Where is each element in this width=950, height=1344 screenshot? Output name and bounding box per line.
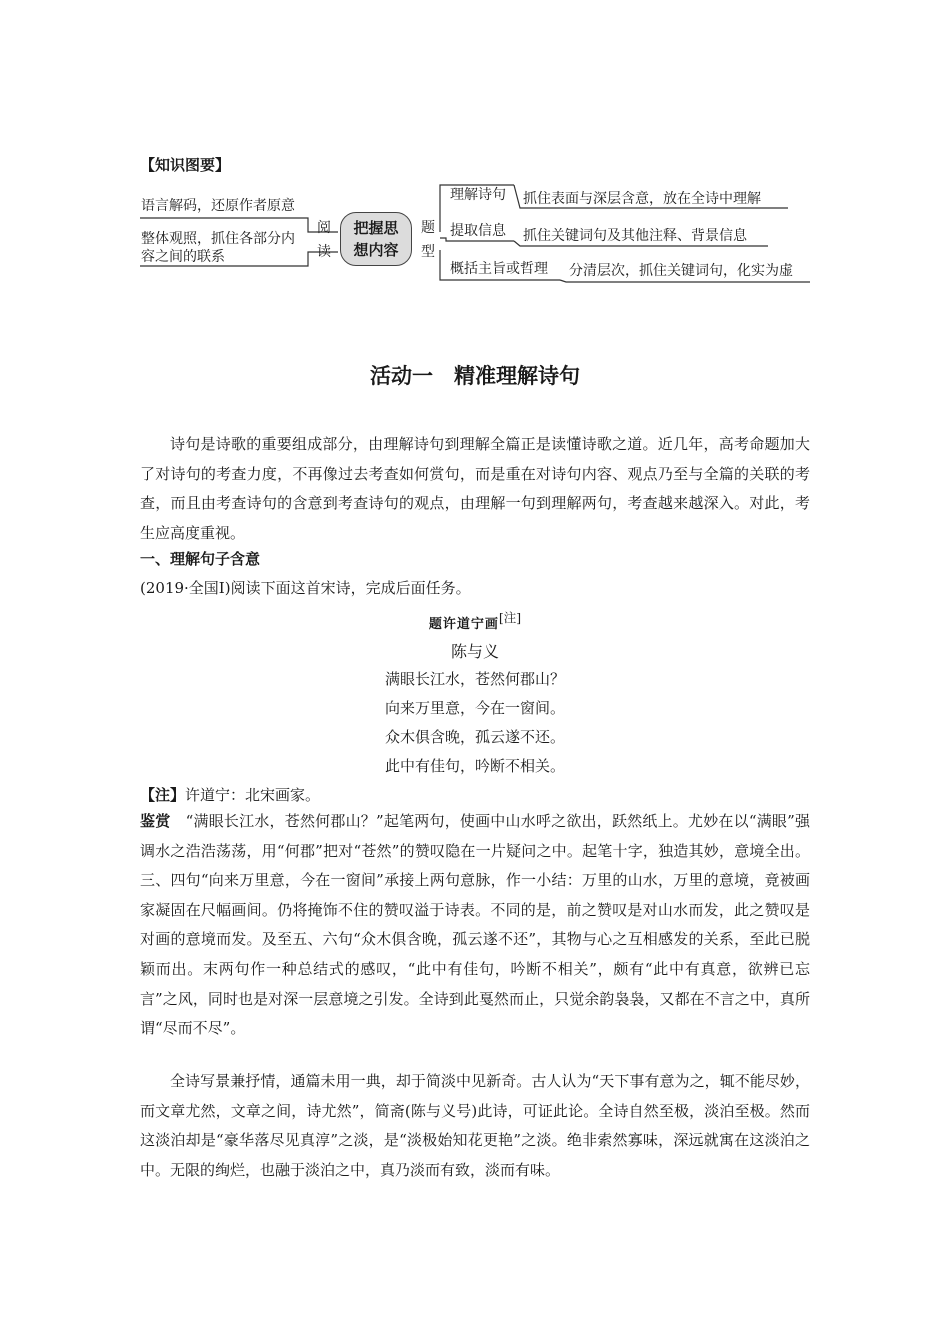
- knowledge-map-label: 【知识图要】: [140, 156, 231, 174]
- branch-label-2: 提取信息: [450, 223, 506, 239]
- mindmap-left-item-2: 整体观照，抓住各部分内: [141, 231, 295, 247]
- poem-line-2: 向来万里意，今在一窗间。: [384, 699, 565, 717]
- poem-title: [0, 608, 950, 632]
- note-label: 【注】: [140, 786, 186, 804]
- branch-label-1: 理解诗句: [450, 187, 506, 203]
- branch-detail-2: 抓住关键词句及其他注释、背景信息: [523, 228, 747, 244]
- branch-label-3: 概括主旨或哲理: [450, 261, 548, 277]
- note-line: [140, 784, 320, 805]
- mindmap-type-vertical: 题型: [421, 220, 435, 260]
- mindmap-read-vertical: 阅读: [317, 220, 331, 260]
- task-line: [140, 577, 471, 598]
- appreciation-text-1: “满眼长江水，苍然何郡山？”起笔两句，使画中山水呼之欲出，跃然纸上。尤妙在以“满眼”强调水之浩浩荡荡，用“何郡”把对“苍然”的赞叹隐在一片疑问之中。起笔十字，独造其妙，意境全出。三、四句“向来万里意，今在一窗间”承接上两句意脉，作一小结：万里的山水，万里的意境，竟被画家凝固在尺幅画间。仍将掩饰不住的赞叹溢于诗表。不同的是，前之赞叹是对山水而发，此之赞叹是对画的意境而发。及至五、六句“众木俱含晚，孤云遂不还”，其物与心之互相感发的关系，至此已脱颖而出。末两句作一种总结式的感叹，“此中有佳句，吟断不相关”，颇有“此中有真意，欲辨已忘言”之风，同时也是对深一层意境之引发。全诗到此戛然而止，只觉余韵袅袅，又都在不言之中，真所谓“尽而不尽”。: [140, 812, 810, 1038]
- poem-line-3: 众木俱含晚，孤云遂不还。: [384, 728, 565, 746]
- mindmap-left-item-3: 容之间的联系: [141, 249, 225, 265]
- poem-title-text: 题许道宁画: [428, 617, 499, 632]
- appreciation-paragraph-1: [140, 807, 810, 1044]
- branch-detail-3: 分清层次，抓住关键词句，化实为虚: [569, 263, 793, 279]
- task-text: (2019·全国Ⅰ)阅读下面这首宋诗，完成后面任务。: [140, 579, 471, 597]
- appreciation-label: 鉴赏: [140, 812, 171, 830]
- center-line-2: 想内容: [353, 241, 399, 259]
- center-line-1: 把握思: [353, 219, 399, 237]
- appreciation-paragraph-2: 全诗写景兼抒情，通篇未用一典，却于简淡中见新奇。古人认为“天下事有意为之，辄不能尽妙，而文章尤然，文章之间，诗尤然”，简斋(陈与义号)此诗，可证此论。全诗自然至极，淡泊至极。然而这淡泊却是“豪华落尽见真淳”之淡，是“淡极始知花更艳”之淡。绝非索然寡味，深远就寓在这淡泊之中。无限的绚烂，也融于淡泊之中，真乃淡而有致，淡而有味。: [140, 1072, 810, 1179]
- branch-detail-1: 抓住表面与深层含意，放在全诗中理解: [523, 191, 761, 207]
- poem-line-4: 此中有佳句，吟断不相关。: [384, 757, 565, 775]
- subheading: 一、理解句子含意: [140, 550, 261, 568]
- poem-note-mark: [注]: [498, 610, 522, 625]
- intro-paragraph: 诗句是诗歌的重要组成部分，由理解诗句到理解全篇正是读懂诗歌之道。近几年，高考命题加大了对诗句的考查力度，不再像过去考查如何赏句，而是重在对诗句内容、观点乃至与全篇的关联的考查，而且由考查诗句的含意到考查诗句的观点，由理解一句到理解两句，考查越来越深入。对此，考生应高度重视。: [140, 435, 810, 542]
- mindmap-left-item-1: 语言解码，还原作者原意: [141, 198, 295, 214]
- poem-line-1: 满眼长江水，苍然何郡山？: [384, 670, 565, 688]
- note-text: 许道宁：北宋画家。: [185, 786, 321, 804]
- mindmap-center-node: [340, 212, 412, 266]
- poem-author: 陈与义: [450, 642, 499, 661]
- activity-title: 活动一 精准理解诗句: [370, 364, 580, 388]
